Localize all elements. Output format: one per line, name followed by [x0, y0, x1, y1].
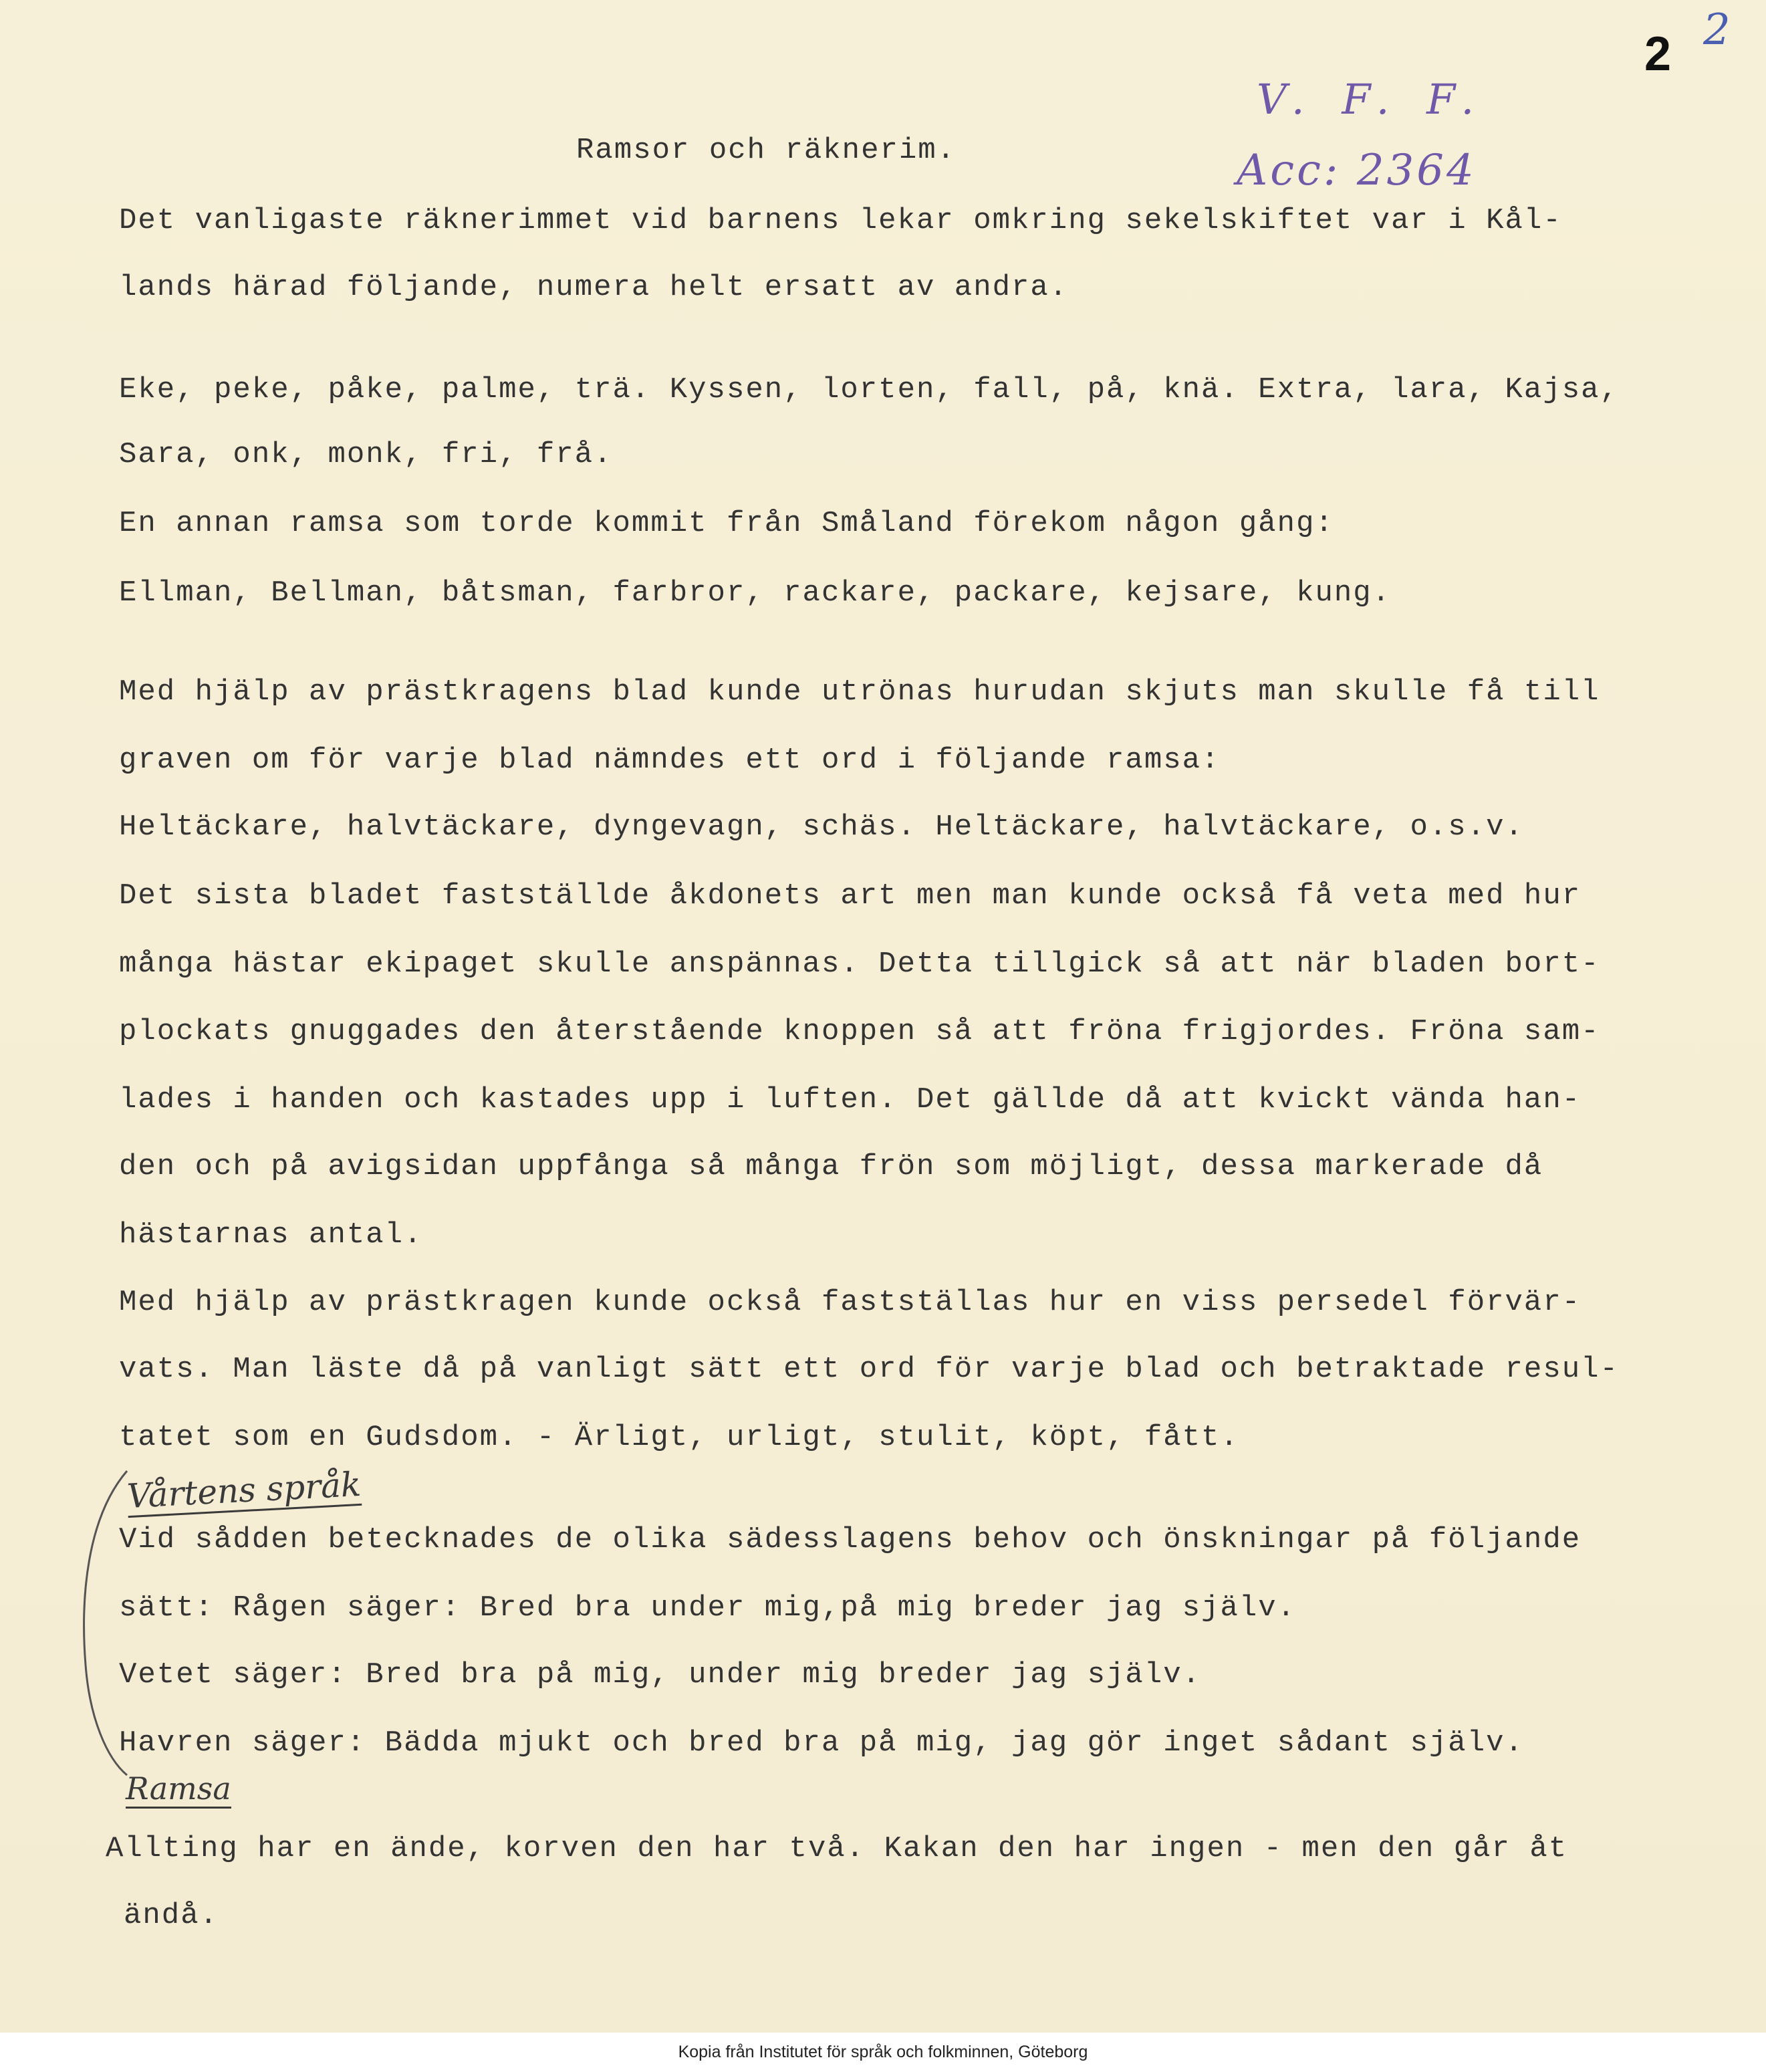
text-line-1: Det vanligaste räknerimmet vid barnens lekar omkring sekelskiftet var i Kål- [119, 204, 1562, 237]
handwritten-page-number: 2 [1703, 5, 1731, 55]
text-line-23: Allting har en ände, korven den har två. Kakan den har ingen - men den går åt [106, 1832, 1568, 1865]
text-line-6: Ellman, Bellman, båtsman, farbror, rackare, packare, kejsare, kung. [119, 576, 1392, 610]
text-line-11: många hästar ekipaget skulle anspännas. Detta tillgick så att när bladen bort- [119, 947, 1600, 981]
text-line-9: Heltäckare, halvtäckare, dyngevagn, schäs. Heltäckare, halvtäckare, o.s.v. [119, 810, 1524, 844]
archive-stamp-line2: Acc: 2364 [1237, 146, 1477, 195]
text-line-17: vats. Man läste då på vanligt sätt ett ord för varje blad och betraktade resul- [119, 1353, 1619, 1386]
text-line-14: den och på avigsidan uppfånga så många frön som möjligt, dessa markerade då [119, 1150, 1543, 1183]
text-line-15: hästarnas antal. [119, 1218, 423, 1252]
text-line-21: Vetet säger: Bred bra på mig, under mig breder jag själv. [119, 1658, 1202, 1692]
text-line-12: plockats gnuggades den återstående knoppen så att fröna frigjordes. Fröna sam- [119, 1015, 1600, 1048]
archive-stamp-line1: V. F. F. [1257, 75, 1487, 124]
text-line-7: Med hjälp av prästkragens blad kunde utrönas hurudan skjuts man skulle få till [119, 675, 1600, 709]
text-line-8: graven om för varje blad nämndes ett ord i följande ramsa: [119, 743, 1221, 777]
text-line-22: Havren säger: Bädda mjukt och bred bra på mig, jag gör inget sådant själv. [119, 1726, 1524, 1760]
margin-note-vartens-sprak: Vårtens språk [126, 1465, 362, 1518]
text-line-13: lades i handen och kastades upp i luften. Det gällde då att kvickt vända han- [119, 1083, 1582, 1117]
text-line-10: Det sista bladet fastställde åkdonets art men man kunde också få veta med hur [119, 879, 1582, 913]
text-line-19: Vid sådden betecknades de olika sädesslagens behov och önskningar på följande [119, 1523, 1582, 1557]
text-line-18: tatet som en Gudsdom. - Ärligt, urligt, stulit, köpt, fått. [119, 1421, 1239, 1454]
text-line-3: Eke, peke, påke, palme, trä. Kyssen, lorten, fall, på, knä. Extra, lara, Kajsa, [119, 373, 1619, 407]
text-line-5: En annan ramsa som torde kommit från Småland förekom någon gång: [119, 507, 1334, 540]
page-title: Ramsor och räknerim. [576, 134, 957, 167]
text-line-16: Med hjälp av prästkragen kunde också fastställas hur en viss persedel förvär- [119, 1286, 1582, 1319]
page-number: 2 [1644, 27, 1672, 81]
text-line-2: lands härad följande, numera helt ersatt av andra. [119, 271, 1069, 304]
text-line-4: Sara, onk, monk, fri, frå. [119, 438, 613, 471]
margin-note-ramsa: Ramsa [126, 1770, 231, 1809]
archive-footer: Kopia från Institutet för språk och folkminnen, Göteborg [0, 2033, 1766, 2072]
text-line-24: ändå. [124, 1899, 219, 1932]
text-line-20: sätt: Rågen säger: Bred bra under mig,på mig breder jag själv. [119, 1591, 1297, 1625]
